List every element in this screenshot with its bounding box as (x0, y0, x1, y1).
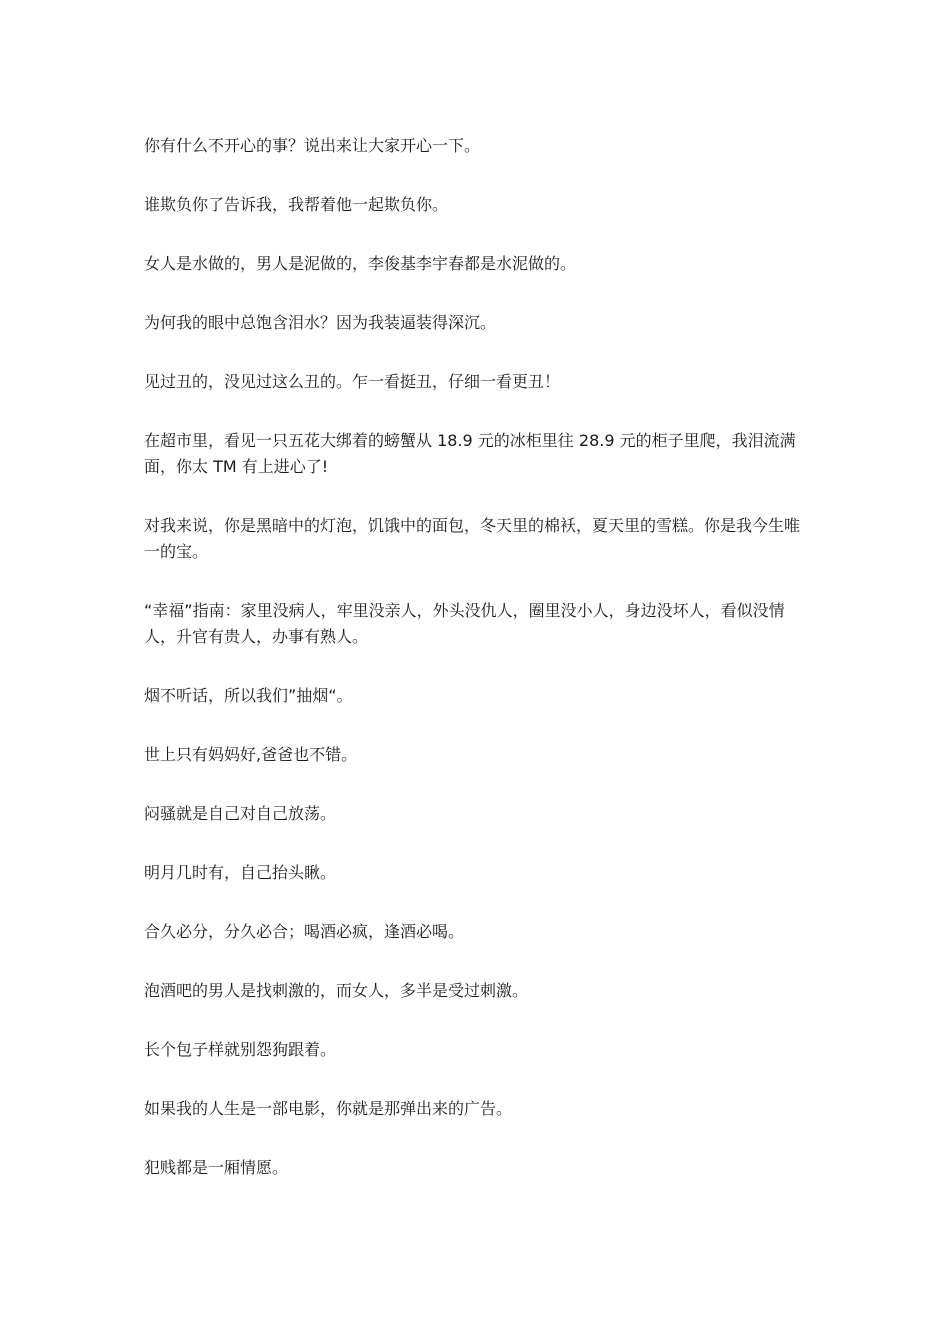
joke-paragraph: 见过丑的，没见过这么丑的。乍一看挺丑，仔细一看更丑！ (144, 372, 561, 391)
joke-paragraph: 合久必分，分久必合；喝酒必疯，逢酒必喝。 (144, 922, 465, 941)
joke-paragraph: 在超市里，看见一只五花大绑着的螃蟹从 18.9 元的冰柜里往 28.9 元的柜子里爬，我泪流满面，你太 TM 有上进心了! (144, 431, 796, 476)
joke-paragraph: 谁欺负你了告诉我，我帮着他一起欺负你。 (144, 195, 449, 214)
joke-paragraph: 世上只有妈妈好,爸爸也不错。 (144, 745, 358, 764)
joke-paragraph: 如果我的人生是一部电影，你就是那弹出来的广告。 (144, 1099, 513, 1118)
joke-paragraph: 闷骚就是自己对自己放荡。 (144, 804, 337, 823)
joke-paragraph: 你有什么不开心的事？说出来让大家开心一下。 (144, 136, 481, 155)
joke-paragraph: 烟不听话，所以我们”抽烟“。 (144, 686, 353, 705)
joke-paragraph: 为何我的眼中总饱含泪水？因为我装逼装得深沉。 (144, 313, 497, 332)
joke-paragraph: “幸福”指南：家里没病人，牢里没亲人，外头没仇人，圈里没小人，身边没坏人，看似没情人，升官有贵人，办事有熟人。 (144, 601, 785, 646)
joke-paragraph: 犯贱都是一厢情愿。 (144, 1158, 289, 1177)
joke-paragraph: 明月几时有，自己抬头瞅。 (144, 863, 337, 882)
joke-paragraph: 对我来说，你是黑暗中的灯泡，饥饿中的面包，冬天里的棉袄，夏天里的雪糕。你是我今生唯一的宝。 (144, 516, 801, 561)
joke-paragraph: 女人是水做的，男人是泥做的，李俊基李宇春都是水泥做的。 (144, 254, 577, 273)
joke-paragraph: 长个包子样就别怨狗跟着。 (144, 1040, 337, 1059)
joke-paragraph: 泡酒吧的男人是找刺激的，而女人，多半是受过刺激。 (144, 981, 529, 1000)
